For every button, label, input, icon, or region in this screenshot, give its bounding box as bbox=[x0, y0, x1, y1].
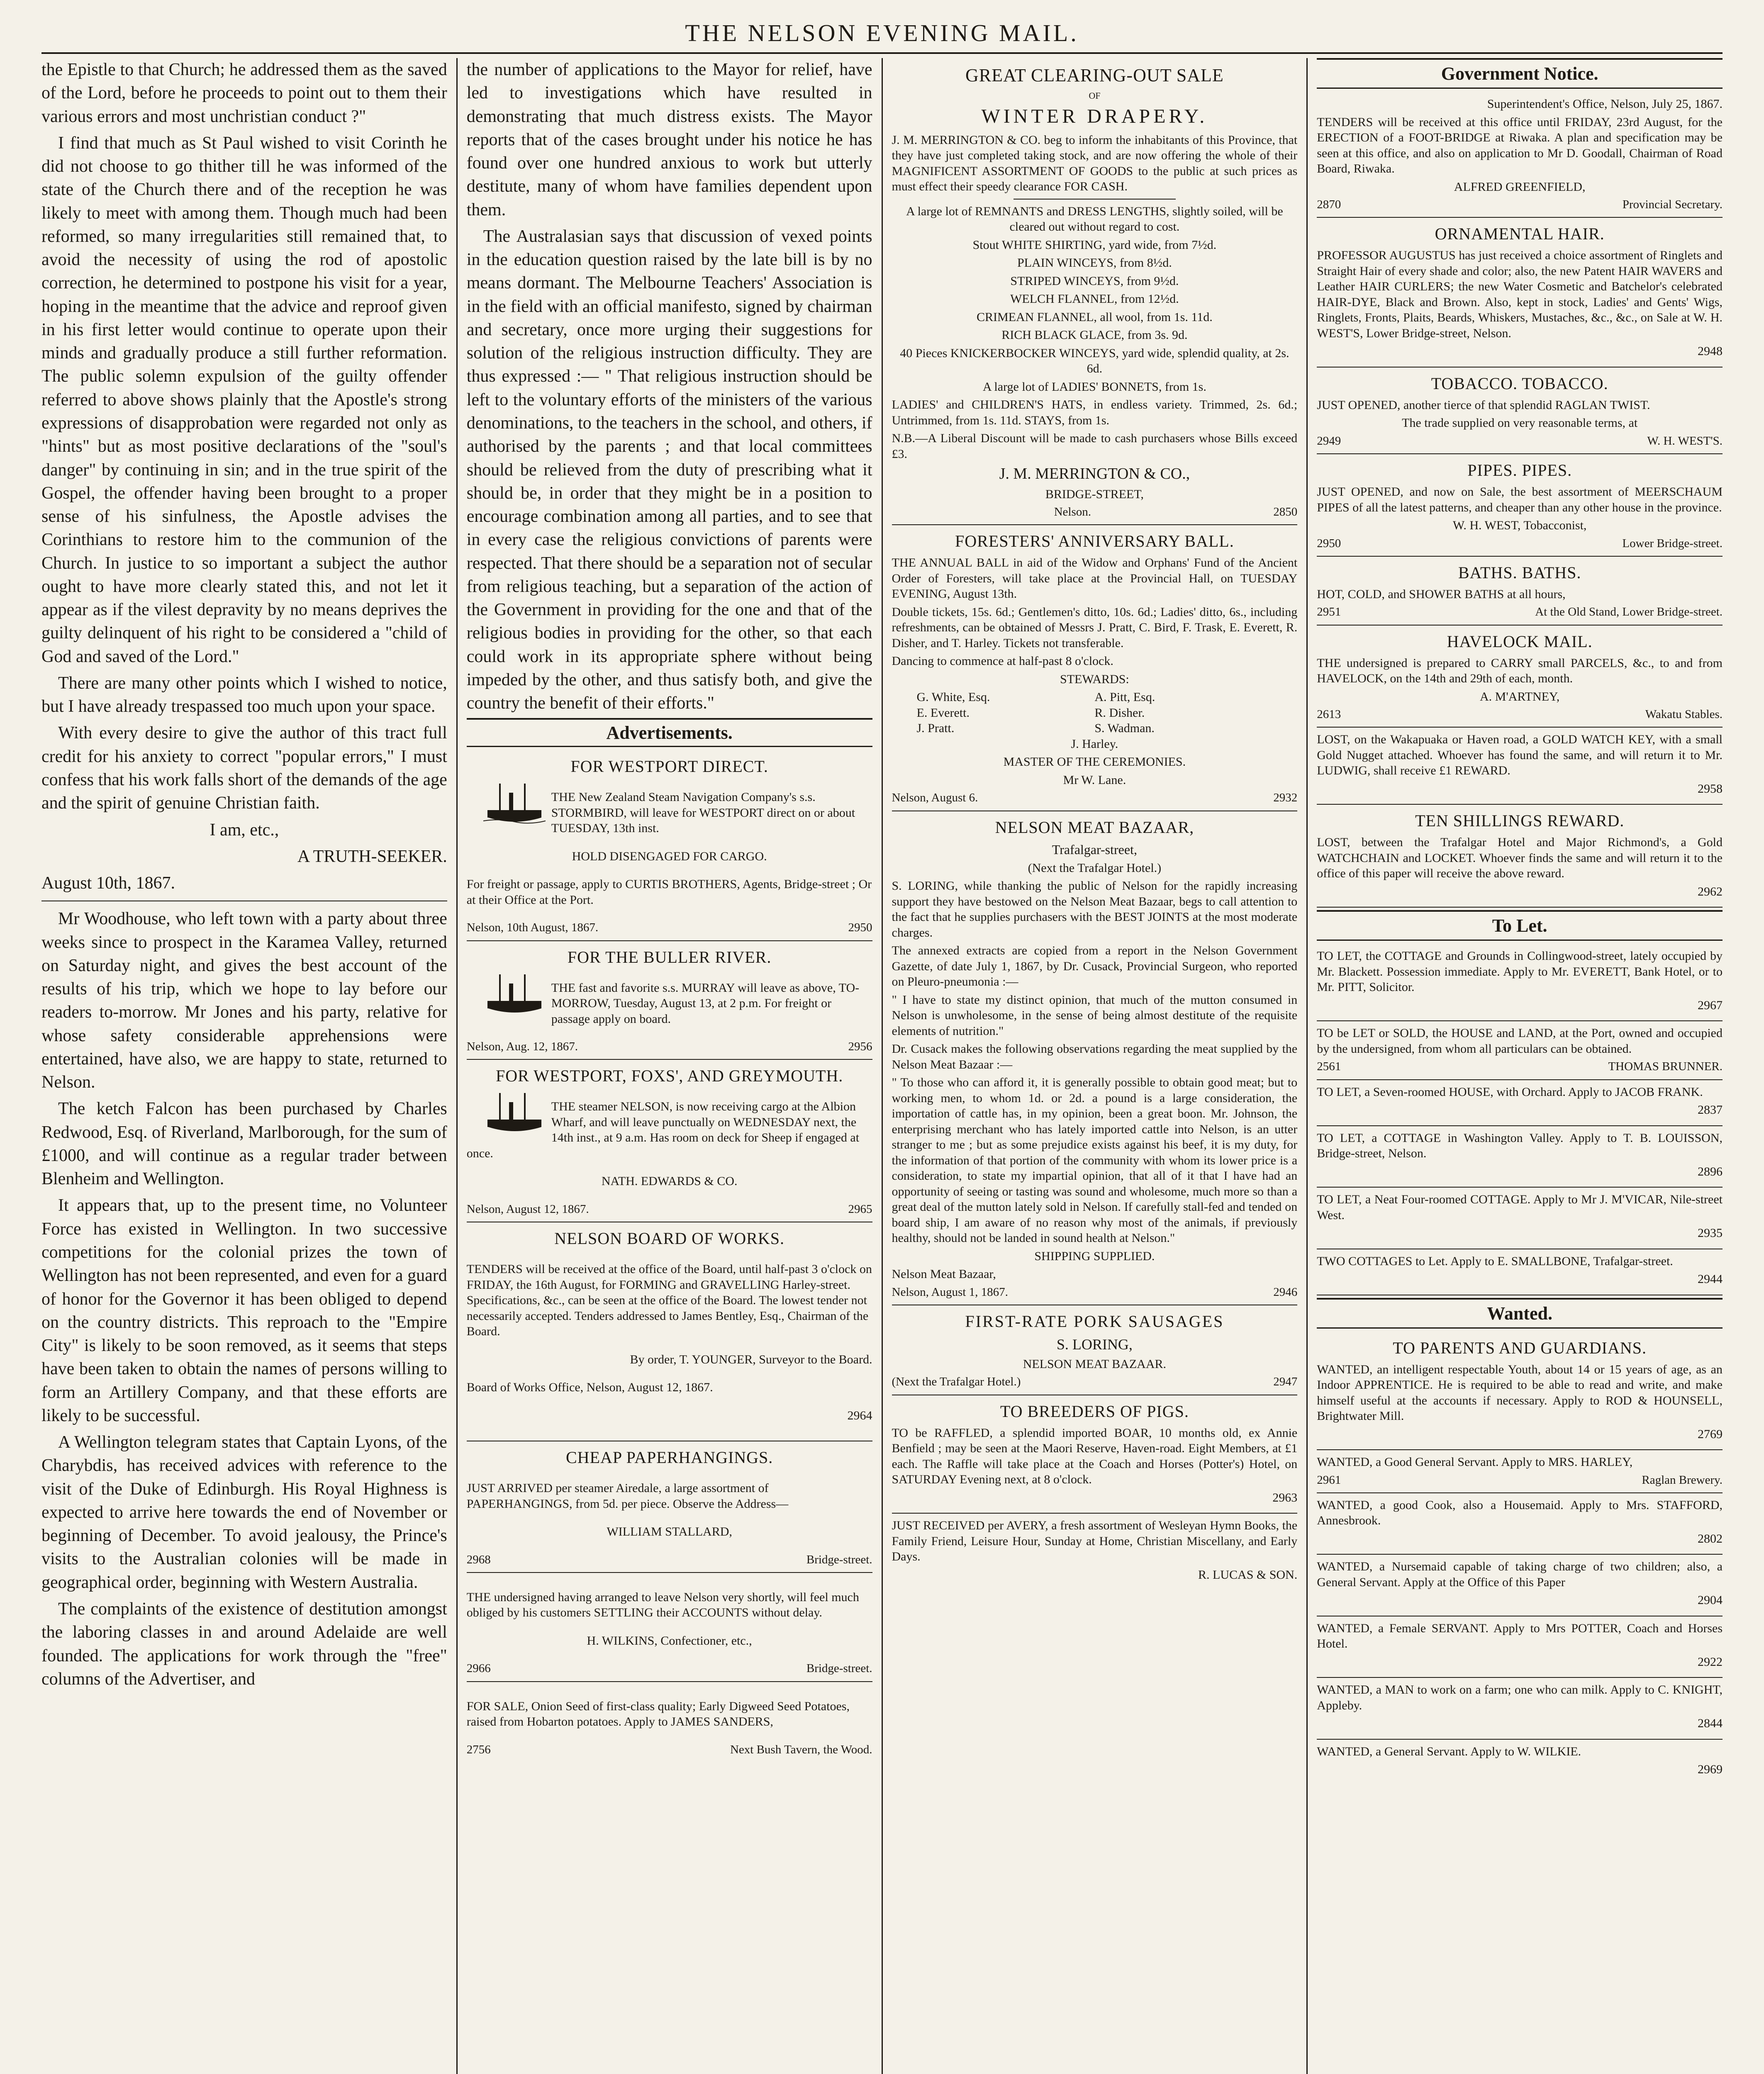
article-paragraph: The ketch Falcon has been purchased by Charles Redwood, Esq. of Riverland, Marlborough, for the sum of £1000, and will continue as a regular trader between Blenheim and Wellington. bbox=[41, 1099, 447, 1189]
master-heading: MASTER OF THE CEREMONIES. bbox=[1003, 755, 1186, 769]
ad-buller-river bbox=[467, 941, 872, 1060]
sale-item: LADIES' and CHILDREN'S HATS, in endless variety. Trimmed, 2s. 6d.; Untrimmed, from 1s. 11d. STAYS, from 1s. bbox=[892, 398, 1298, 427]
sale-item: 40 Pieces KNICKERBOCKER WINCEYS, yard wide, splendid quality, at 2s. 6d. bbox=[900, 346, 1289, 375]
ad-body: For freight or passage, apply to CURTIS BROTHERS, Agents, Bridge-street ; Or at their Office at the Port. bbox=[466, 877, 872, 907]
ad-number: 2961 bbox=[1317, 1473, 1341, 1487]
ad-wanted bbox=[1317, 1740, 1723, 1785]
ad-number: 2965 bbox=[848, 1202, 872, 1216]
ad-number: 2896 bbox=[1698, 1164, 1723, 1178]
steward-name: A. Pitt, Esq. bbox=[1094, 690, 1155, 704]
ad-body: TO be LET or SOLD, the HOUSE and LAND, at the Port, owned and occupied by the undersigned, from whom all particulars can be obtained. bbox=[1317, 1026, 1723, 1056]
ad-address: At the Old Stand, Lower Bridge-street. bbox=[1535, 605, 1723, 619]
ad-number: 2561 bbox=[1317, 1060, 1341, 1074]
ad-date: Superintendent's Office, Nelson, July 25, 1867. bbox=[1487, 97, 1723, 111]
ad-number: 2769 bbox=[1698, 1427, 1723, 1441]
ad-signature: J. M. MERRINGTON & CO., bbox=[999, 465, 1190, 482]
ad-havelock-mail bbox=[1317, 626, 1723, 728]
ad-number: 2968 bbox=[466, 1553, 491, 1566]
ad-number: 2802 bbox=[1698, 1531, 1723, 1546]
steward-name: S. Wadman. bbox=[1094, 721, 1155, 735]
ad-body: WANTED, a Good General Servant. Apply to MRS. HARLEY, bbox=[1317, 1455, 1633, 1469]
ad-body: THE New Zealand Steam Navigation Company's s.s. STORMBIRD, will leave for WESTPORT direct on or about TUESDAY, 13th inst. bbox=[551, 790, 855, 835]
ad-wilkins bbox=[467, 1573, 872, 1682]
ad-title: TO PARENTS AND GUARDIANS. bbox=[1393, 1338, 1647, 1357]
ad-meat-bazaar bbox=[892, 811, 1298, 1305]
ad-title: PIPES. PIPES. bbox=[1467, 461, 1572, 480]
article-paragraph: the Epistle to that Church; he addressed them as the saved of the Lord, before he proceeds to point out to them their various errors and most unchristian conduct ?" bbox=[41, 60, 447, 126]
ad-body: LOST, on the Wakapuaka or Haven road, a GOLD WATCH KEY, with a small Gold Nugget attached. Whoever has found the same, and will return it to Mr. LUDWIG, shall receive £1 REWARD. bbox=[1317, 733, 1723, 778]
ad-body: PROFESSOR AUGUSTUS has just received a choice assortment of Ringlets and Straight Hair of every shade and color; also, the new Patent HAIR WAVERS and Leather HAIR CURLERS; the new Water Cosmetic and Batchelor's celebrated HAIR-DYE, Black and Brown. Also, kept in stock, Ladies' and Gents' Wigs, Ringlets, Fronts, Plaits, Beards, Whiskers, Mustaches, &c., &c., on Sale at W. H. WEST'S, Lower Bridge-street, Nelson. bbox=[1317, 248, 1723, 340]
ad-signature: A. M'ARTNEY, bbox=[1480, 689, 1560, 704]
ad-baths bbox=[1317, 557, 1723, 626]
to-let-heading: To Let. bbox=[1317, 910, 1723, 941]
sale-item: RICH BLACK GLACE, from 3s. 9d. bbox=[1001, 328, 1188, 342]
ad-title: TEN SHILLINGS REWARD. bbox=[1415, 811, 1625, 830]
sale-item: N.B.—A Liberal Discount will be made to cash purchasers whose Bills exceed £3. bbox=[892, 431, 1298, 461]
ad-title: NELSON BOARD OF WORKS. bbox=[554, 1229, 785, 1248]
ad-address: Bridge-street. bbox=[806, 1662, 872, 1675]
columns bbox=[41, 58, 1723, 2074]
ad-number: 2956 bbox=[848, 1040, 872, 1054]
ad-title: GREAT CLEARING-OUT SALE bbox=[965, 65, 1224, 85]
ad-westport-greymouth bbox=[467, 1060, 872, 1222]
letter-signature: A TRUTH-SEEKER. bbox=[297, 847, 447, 866]
ad-body: WANTED, a good Cook, also a Housemaid. Apply to Mrs. STAFFORD, Annesbrook. bbox=[1317, 1498, 1723, 1528]
column-2 bbox=[456, 58, 882, 2074]
ad-breeders-of-pigs bbox=[892, 1395, 1298, 1514]
ad-number: 2844 bbox=[1698, 1716, 1723, 1731]
steward-name: J. Pratt. bbox=[916, 721, 955, 735]
letter-date: August 10th, 1867. bbox=[41, 874, 175, 893]
ad-body: TO LET, a Seven-roomed HOUSE, with Orchard. Apply to JACOB FRANK. bbox=[1317, 1085, 1703, 1099]
ad-ten-shillings-reward bbox=[1317, 805, 1723, 908]
column-4 bbox=[1306, 58, 1723, 2074]
stewards-heading: STEWARDS: bbox=[1060, 672, 1129, 686]
ad-date: Nelson, August 1, 1867. bbox=[892, 1285, 1008, 1299]
sale-item: CRIMEAN FLANNEL, all wool, from 1s. 11d. bbox=[976, 310, 1213, 324]
ad-body: Dr. Cusack makes the following observations regarding the meat supplied by the Nelson Meat Bazaar :— bbox=[892, 1042, 1298, 1071]
ad-address: Nelson. bbox=[1054, 505, 1092, 518]
ad-to-let bbox=[1317, 944, 1723, 1021]
ad-body: Dancing to commence at half-past 8 o'clock. bbox=[892, 654, 1113, 668]
ad-signature: WILLIAM STALLARD, bbox=[607, 1525, 732, 1539]
ad-number: 2922 bbox=[1698, 1655, 1723, 1669]
ad-address: Bridge-street. bbox=[806, 1553, 872, 1566]
ad-subtitle: (Next the Trafalgar Hotel.) bbox=[1028, 861, 1162, 875]
ad-address: NELSON MEAT BAZAAR. bbox=[1023, 1357, 1167, 1371]
ad-number: 2756 bbox=[466, 1743, 491, 1756]
ad-title: FIRST-RATE PORK SAUSAGES bbox=[965, 1312, 1224, 1331]
ad-body: " To those who can afford it, it is generally possible to obtain good meat; but to working men, to whom 1d. or 2d. a pound is a large consideration, the importation of cattle has, in my opinion, been a great boon. Mr. Johnson, the enterprising merchant who has lately imported cattle into Nelson, is an utter stranger to me ; but as some prejudice exists against his beef, it is my duty, for the information of that portion of the community with whom its lower price is a consideration, to state my impartial opinion, that all of it that I have had an opportunity of seeing or tasting was sound and wholesome, much more so than a great deal of the mutton lately sold in Nelson. If carefully stall-fed and tended on board ship, I am aware of no reason why most of the animals, if previously healthy, should not be landed in sound health at Nelson." bbox=[892, 1076, 1298, 1245]
ad-title-of: OF bbox=[1089, 90, 1101, 101]
sale-item: PLAIN WINCEYS, from 8½d. bbox=[1017, 256, 1172, 270]
ad-body: JUST OPENED, another tierce of that splendid RAGLAN TWIST. bbox=[1317, 398, 1650, 412]
article-paragraph: It appears that, up to the present time, no Volunteer Force has existed in Wellington. In two successive competitions for the colonial prizes the town of Wellington has not been represented, and even for a guard of honor for the Governor it has been obliged to depend on the country districts. This reproach to the "Empire City" is likely to be soon removed, as it seems that steps have been taken to obtain the names of persons willing to form an Artillery Company, and that these efforts are likely to be successful. bbox=[41, 1196, 447, 1425]
ad-number: 2951 bbox=[1317, 605, 1341, 619]
masthead: THE NELSON EVENING MAIL. bbox=[685, 19, 1079, 46]
ad-tobacco bbox=[1317, 368, 1723, 454]
ad-signature: S. LORING, bbox=[1056, 1336, 1133, 1353]
ad-ornamental-hair bbox=[1317, 218, 1723, 368]
ad-pork-sausages bbox=[892, 1305, 1298, 1395]
ad-title: WINTER DRAPERY. bbox=[981, 105, 1208, 127]
ad-address: Lower Bridge-street. bbox=[1622, 536, 1723, 550]
ad-address: (Next the Trafalgar Hotel.) bbox=[892, 1375, 1021, 1389]
ad-number: 2969 bbox=[1698, 1762, 1723, 1777]
ad-wanted bbox=[1317, 1332, 1723, 1451]
ad-number: 2932 bbox=[1273, 791, 1298, 805]
steward-name: E. Everett. bbox=[916, 706, 970, 720]
ad-body: " I have to state my distinct opinion, that much of the mutton consumed in Nelson is unwholesome, in the sense of being almost destitute of the requisite elements of nutrition." bbox=[892, 993, 1298, 1038]
ad-to-let bbox=[1317, 1249, 1723, 1295]
ad-number: 2947 bbox=[1273, 1375, 1298, 1389]
sale-item: STRIPED WINCEYS, from 9½d. bbox=[1010, 274, 1179, 288]
ad-subtitle: Trafalgar-street, bbox=[1052, 842, 1137, 857]
ad-body: THE fast and favorite s.s. MURRAY will leave as above, TO-MORROW, Tuesday, August 13, at 2 p.m. For freight or passage apply on board. bbox=[551, 981, 860, 1026]
ad-body: TO LET, a COTTAGE in Washington Valley. Apply to T. B. LOUISSON, Bridge-street, Nelson. bbox=[1317, 1131, 1723, 1160]
ad-date: Nelson, 10th August, 1867. bbox=[466, 921, 599, 935]
ad-signature: H. WILKINS, Confectioner, etc., bbox=[587, 1633, 752, 1648]
ad-body: TO be RAFFLED, a splendid imported BOAR, 10 months old, ex Annie Benfield ; may be seen at the Maori Reserve, Haven-road. Eight Members, at £1 each. The Raffle will take place at the Coach and Horses (Potter's) Hotel, on SATURDAY Evening next, at 8 o'clock. bbox=[892, 1426, 1298, 1486]
ad-hymn-books bbox=[892, 1514, 1298, 1590]
ad-number: 2966 bbox=[466, 1662, 491, 1675]
ad-body: TO LET, the COTTAGE and Grounds in Collingwood-street, lately occupied by Mr. Blackett. Possession immediate. Apply to Mr. EVERETT, Bank Hotel, or to Mr. PITT, Solicitor. bbox=[1317, 949, 1723, 994]
ad-to-let bbox=[1317, 1188, 1723, 1249]
ad-number: 2837 bbox=[1698, 1103, 1723, 1117]
ad-signature: Provincial Secretary. bbox=[1622, 198, 1723, 211]
sale-item: Stout WHITE SHIRTING, yard wide, from 7½d. bbox=[972, 238, 1217, 252]
ad-date: Nelson, Aug. 12, 1867. bbox=[466, 1040, 578, 1054]
ad-foresters-ball bbox=[892, 525, 1298, 811]
ad-number: 2870 bbox=[1317, 198, 1341, 211]
ad-title: NELSON MEAT BAZAAR, bbox=[995, 818, 1194, 837]
steamship-icon bbox=[483, 780, 546, 826]
ad-body: JUST ARRIVED per steamer Airedale, a large assortment of PAPERHANGINGS, from 5d. per piece. Observe the Address— bbox=[466, 1481, 789, 1511]
ad-number: 2963 bbox=[1272, 1490, 1298, 1504]
ad-title: TO BREEDERS OF PIGS. bbox=[1000, 1402, 1189, 1421]
ad-title: FOR WESTPORT DIRECT. bbox=[570, 757, 768, 776]
article-paragraph: The complaints of the existence of destitution amongst the laboring classes in and around Adelaide are well founded. The applications for work through the "free" columns of the Advertiser, and bbox=[41, 1599, 447, 1689]
steward-name: J. Harley. bbox=[1071, 737, 1118, 751]
ad-title: CHEAP PAPERHANGINGS. bbox=[565, 1448, 773, 1467]
ad-number: 2958 bbox=[1698, 781, 1723, 796]
ad-title: FOR THE BULLER RIVER. bbox=[567, 947, 772, 966]
ad-title: BATHS. BATHS. bbox=[1458, 563, 1581, 582]
ad-body: THE undersigned is prepared to CARRY small PARCELS, &c., to and from HAVELOCK, on the 14th and 29th of each, month. bbox=[1317, 656, 1723, 685]
ad-signature: ALFRED GREENFIELD, bbox=[1454, 180, 1586, 194]
ad-body: THE steamer NELSON, is now receiving cargo at the Albion Wharf, and will leave punctually on WEDNESDAY next, the 14th inst., at 9 a.m. Has room on deck for Sheep if engaged at once. bbox=[466, 1100, 860, 1160]
ad-body: J. M. MERRINGTON & CO. beg to inform the inhabitants of this Province, that they have just completed taking stock, and are now offering the whole of their MAGNIFICENT ASSORTMENT OF GOODS to the public at such prices as must effect their speedy clearance FOR CASH. bbox=[892, 133, 1298, 193]
ad-paperhangings bbox=[467, 1441, 872, 1573]
ad-number: 2950 bbox=[848, 921, 872, 935]
ad-title: FOR WESTPORT, FOXS', AND GREYMOUTH. bbox=[495, 1066, 843, 1086]
ad-body: JUST OPENED, and now on Sale, the best assortment of MEERSCHAUM PIPES of all the latest patterns, and cheaper than any other house in the province. bbox=[1317, 485, 1723, 514]
ad-signature: NATH. EDWARDS & CO. bbox=[601, 1174, 738, 1188]
ad-body: WANTED, a Female SERVANT. Apply to Mrs POTTER, Coach and Horses Hotel. bbox=[1317, 1621, 1723, 1651]
ad-address: Wakatu Stables. bbox=[1645, 708, 1723, 721]
ad-number: 2964 bbox=[847, 1408, 872, 1422]
ad-title: HAVELOCK MAIL. bbox=[1447, 632, 1593, 651]
ad-pipes bbox=[1317, 454, 1723, 557]
masthead-rule bbox=[41, 52, 1723, 54]
article-paragraph: The Australasian says that discussion of vexed points in the education question raised by the late bill is by no means dormant. The Melbourne Teachers' Association is in the field with an official manifesto, signed by chairman and secretary, once more urging their suggestions for solution of the religious instruction difficulty. They are thus expressed :— " That religious instruction should be left to the voluntary efforts of the ministers of the various denominations, to the teachers in the school, and others, if authorised by the parents ; and that local committees should be relieved from the duty of prescribing what it should be, in order that they might be in a position to encourage combination among all parties, and to see that in every case the religious convictions of parents were respected. That there should be a separation not of secular from religious teaching, but a separation of the action of the Government in providing for the one and that of the religious bodies in providing for the other, so that each could work in its appropriate sphere without being impeded by the other, and thus satisfy both, and give the country the benefit of their efforts." bbox=[466, 226, 872, 713]
ad-clearing-sale bbox=[892, 58, 1298, 525]
ad-body: WANTED, a MAN to work on a farm; one who can milk. Apply to C. KNIGHT, Appleby. bbox=[1317, 1683, 1723, 1712]
sale-item: WELCH FLANNEL, from 12½d. bbox=[1010, 292, 1179, 306]
steamship-icon bbox=[483, 1090, 546, 1135]
ad-wanted bbox=[1317, 1678, 1723, 1740]
ad-onion-seed bbox=[467, 1682, 872, 1762]
ad-body: THE undersigned having arranged to leave Nelson very shortly, will feel much obliged by his customers SETTLING their ACCOUNTS without delay. bbox=[466, 1590, 859, 1620]
ad-number: 2946 bbox=[1273, 1285, 1298, 1299]
ad-address: Raglan Brewery. bbox=[1642, 1473, 1723, 1487]
ad-address: Next Bush Tavern, the Wood. bbox=[730, 1743, 872, 1756]
ad-lost-watch-key bbox=[1317, 728, 1723, 805]
article-paragraph: the number of applications to the Mayor for relief, have led to investigations which have resulted in demonstrating that much distress exists. The Mayor reports that of the cases brought under his notice he has found over one hundred anxious to work but utterly destitute, many of whom have families dependent upon them. bbox=[466, 60, 872, 219]
article-paragraph: A Wellington telegram states that Captain Lyons, of the Charybdis, has received advices with reference to the visit of the Duke of Edinburgh. His Royal Highness is expected to arrive here towards the end of November or beginning of December. To avoid jealousy, the Prince's visits to the Australian colonies will be made in geographical order, beginning with Western Australia. bbox=[41, 1433, 447, 1592]
ad-number: 2948 bbox=[1698, 344, 1723, 358]
article-paragraph: With every desire to give the author of this tract full credit for his anxiety to correct "popular errors," I must confess that his work falls short of the demands of the age and the spirit of genuine Christian faith. bbox=[41, 723, 447, 813]
column-3 bbox=[882, 58, 1307, 2074]
ad-subtitle: SHIPPING SUPPLIED. bbox=[1034, 1249, 1155, 1263]
ad-title: FORESTERS' ANNIVERSARY BALL. bbox=[955, 532, 1234, 551]
ad-body: WANTED, an intelligent respectable Youth, about 14 or 15 years of age, as an Indoor APPRENTICE. He is required to be able to read and write, and make himself useful at the accounts if necessary. Apply to ROD & HOUNSELL, Brightwater Mill. bbox=[1317, 1362, 1723, 1423]
ad-to-let bbox=[1317, 1021, 1723, 1080]
steamship-icon bbox=[483, 971, 546, 1017]
ad-body: Double tickets, 15s. 6d.; Gentlemen's ditto, 10s. 6d.; Ladies' ditto, 6s., including refreshments, can be obtained of Messrs J. Pratt, C. Bird, F. Trask, E. Everett, R. Disher, and T. Harley. Tickets not transferable. bbox=[892, 605, 1298, 650]
ad-number: 2904 bbox=[1698, 1593, 1723, 1607]
ad-number: 2613 bbox=[1317, 708, 1341, 721]
ad-signature: R. LUCAS & SON. bbox=[1198, 1568, 1298, 1582]
ad-body: JUST RECEIVED per AVERY, a fresh assortment of Wesleyan Hymn Books, the Family Friend, Leisure Hour, Sunday at Home, Christian Miscellany, and Early Days. bbox=[892, 1519, 1298, 1563]
ad-signature: W. H. WEST, Tobacconist, bbox=[1452, 518, 1587, 532]
ad-body: LOST, between the Trafalgar Hotel and Major Richmond's, a Gold WATCHCHAIN and LOCKET. Whoever finds the same and will return it to the office of this paper will receive the above reward. bbox=[1317, 835, 1723, 881]
steward-name: G. White, Esq. bbox=[916, 690, 990, 704]
ad-body: TENDERS will be received at this office until FRIDAY, 23rd August, for the ERECTION of a FOOT-BRIDGE at Riwaka. A plan and specification may be seen at this office, and also on application to Mr D. Goodall, Chairman of Road Board, Riwaka. bbox=[1317, 115, 1723, 175]
ad-body: HOT, COLD, and SHOWER BATHS at all hours, bbox=[1317, 587, 1566, 601]
ad-body: TWO COTTAGES to Let. Apply to E. SMALLBONE, Trafalgar-street. bbox=[1317, 1254, 1673, 1268]
ad-body: WANTED, a General Servant. Apply to W. WILKIE. bbox=[1317, 1744, 1581, 1758]
ad-signature: By order, T. YOUNGER, Surveyor to the Board. bbox=[630, 1352, 872, 1366]
letter-closing: I am, etc., bbox=[210, 820, 279, 840]
wanted-heading: Wanted. bbox=[1317, 1298, 1723, 1329]
article-paragraph: I find that much as St Paul wished to visit Corinth he did not choose to go thither till he was informed of the state of the Church there and of the reception he was likely to meet with among them. Though much had been reformed, so many irregularities still remained that, to avoid the necessity of using the rod of apostolic correction, he determined to postpone his visit for a year, hoping in the meantime that the advice and reproof given in his first letter would continue to operate upon their minds and gradually produce a still further reformation. The public solemn expulsion of the guilty offender referred to above shows plainly that the Apostle's strong expressions of disapprobation were regarded not only as "hints" but as most positive declarations of the "soul's danger" by continuing in sin; and in the true spirit of the Gospel, the offender having been brought to a proper sense of his sinfulness, the Apostle advises the Corinthians to restore him to the communion of the Church. In justice to so important a subject the author ought to have more clearly stated this, and not let it appear as if the vilest depravity by no means deprives the guilty delinquent of his right to be considered a "child of God and saved of the Lord." bbox=[41, 133, 447, 666]
ad-title: TOBACCO. TOBACCO. bbox=[1431, 374, 1608, 393]
ad-number: 2850 bbox=[1273, 505, 1298, 518]
ad-signature: THOMAS BRUNNER. bbox=[1608, 1060, 1723, 1074]
ad-body: S. LORING, while thanking the public of Nelson for the rapidly increasing support they have bestowed on the Nelson Meat Bazaar, begs to call attention to the fact that he supplies purchasers with the BEST JOINTS at the most moderate charges. bbox=[892, 879, 1298, 940]
ad-body: FOR SALE, Onion Seed of first-class quality; Early Digweed Seed Potatoes, raised from Hobarton potatoes. Apply to JAMES SANDERS, bbox=[466, 1699, 850, 1729]
ad-signature: W. H. WEST'S. bbox=[1647, 434, 1723, 448]
ad-wanted bbox=[1317, 1450, 1723, 1493]
steward-name: R. Disher. bbox=[1094, 706, 1145, 720]
ad-foot-bridge-tenders bbox=[1317, 92, 1723, 218]
sale-item: A large lot of LADIES' BONNETS, from 1s. bbox=[982, 380, 1206, 394]
ad-body: HOLD DISENGAGED FOR CARGO. bbox=[572, 849, 767, 863]
ad-address: BRIDGE-STREET, bbox=[1045, 487, 1144, 501]
ad-wanted bbox=[1317, 1555, 1723, 1616]
ad-date: Nelson, August 12, 1867. bbox=[466, 1202, 589, 1216]
ad-number: 2944 bbox=[1698, 1272, 1723, 1286]
ad-to-let bbox=[1317, 1080, 1723, 1126]
ad-wanted bbox=[1317, 1493, 1723, 1555]
divider bbox=[1014, 199, 1176, 200]
ad-title: ORNAMENTAL HAIR. bbox=[1435, 224, 1605, 243]
stewards-list bbox=[892, 689, 1298, 736]
government-notice-heading: Government Notice. bbox=[1317, 58, 1723, 89]
ad-number: 2950 bbox=[1317, 536, 1341, 550]
advertisements-heading: Advertisements. bbox=[467, 718, 872, 747]
ad-number: 2967 bbox=[1698, 998, 1723, 1012]
article-paragraph: Mr Woodhouse, who left town with a party about three weeks since to prospect in the Karamea Valley, returned on Saturday night, and gives the best account of the results of his trip, which we hope to lay before our readers to-morrow. Mr Jones and his party, relative for whose safety considerable apprehensions were entertained, have also, we are happy to state, returned to Nelson. bbox=[41, 909, 447, 1092]
ad-body: THE ANNUAL BALL in aid of the Widow and Orphans' Fund of the Ancient Order of Foresters, will take place at the Provincial Hall, on TUESDAY EVENING, August 13th. bbox=[892, 556, 1298, 601]
ad-body: TENDERS will be received at the office of the Board, until half-past 3 o'clock on FRIDAY, the 16th August, for FORMING and GRAVELLING Harley-street. Specifications, &c., can be seen at the office of the Board. The lowest tender not necessarily accepted. Tenders addressed to James Bentley, Esq., Chairman of the Board. bbox=[466, 1262, 872, 1339]
ad-date: Board of Works Office, Nelson, August 12, 1867. bbox=[466, 1380, 713, 1395]
ad-to-let bbox=[1317, 1126, 1723, 1188]
ad-body: The trade supplied on very reasonable terms, at bbox=[1402, 416, 1638, 430]
ad-wanted bbox=[1317, 1616, 1723, 1678]
column-1 bbox=[41, 58, 456, 2074]
ad-address: Nelson Meat Bazaar, bbox=[892, 1267, 996, 1281]
sale-item: A large lot of REMNANTS and DRESS LENGTHS, slightly soiled, will be cleared out without regard to cost. bbox=[906, 204, 1283, 234]
ad-date: Nelson, August 6. bbox=[892, 791, 978, 805]
article-paragraph: There are many other points which I wished to notice, but I have already trespassed too much upon your space. bbox=[41, 673, 447, 716]
ad-number: 2962 bbox=[1698, 884, 1723, 898]
master-name: Mr W. Lane. bbox=[1063, 773, 1126, 787]
ad-body: The annexed extracts are copied from a report in the Nelson Government Gazette, of date July 1, 1867, by Dr. Cusack, Provincial Surgeon, who reported on Pleuro-pneumonia :— bbox=[892, 944, 1298, 988]
ad-body: WANTED, a Nursemaid capable of taking charge of two children; also, a General Servant. Apply at the Office of this Paper bbox=[1317, 1560, 1723, 1589]
ad-westport-direct bbox=[467, 750, 872, 941]
ad-body: TO LET, a Neat Four-roomed COTTAGE. Apply to Mr J. M'VICAR, Nile-street West. bbox=[1317, 1193, 1723, 1222]
ad-number: 2935 bbox=[1698, 1226, 1723, 1240]
ad-number: 2949 bbox=[1317, 434, 1341, 448]
ad-board-of-works bbox=[467, 1222, 872, 1441]
